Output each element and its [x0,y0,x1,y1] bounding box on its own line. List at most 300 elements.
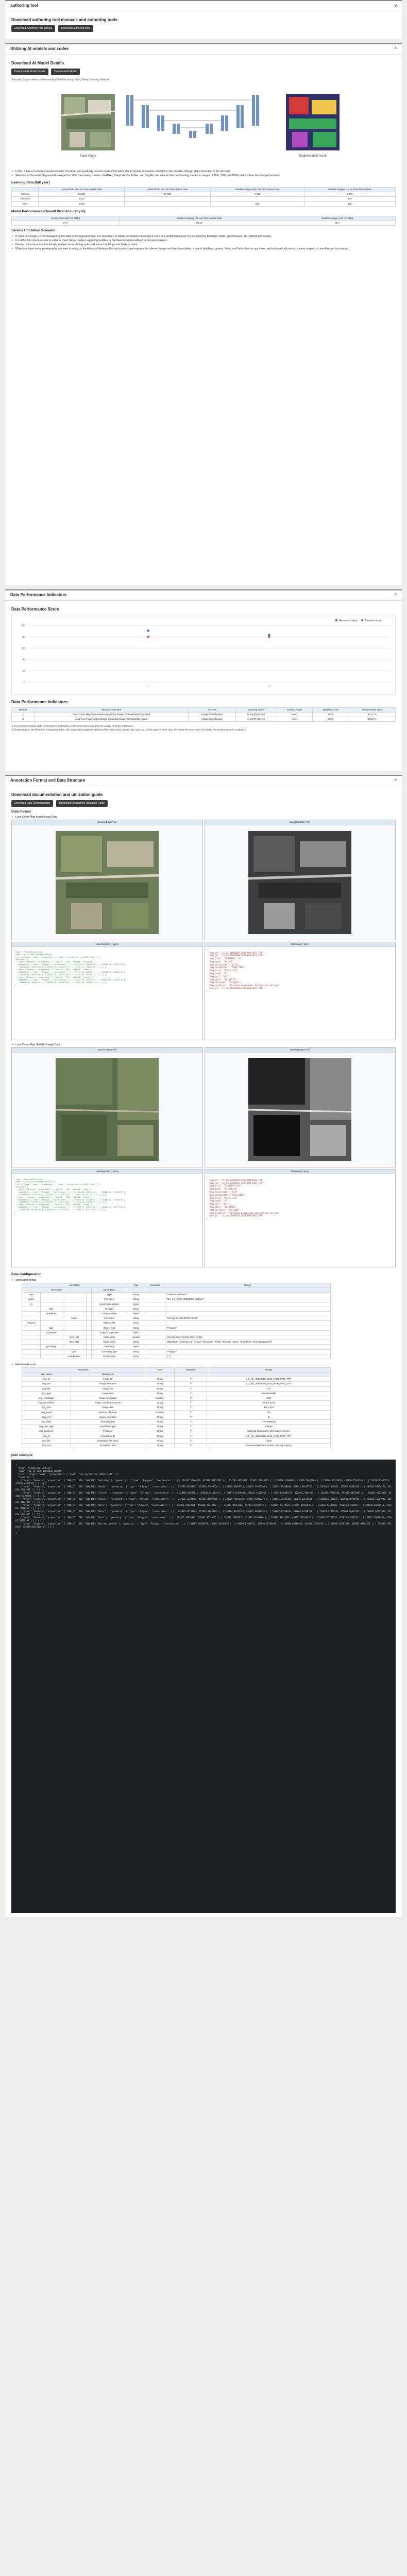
cell: Producer [71,1429,145,1434]
cell: string [127,1349,145,1354]
cell [145,1321,165,1326]
cell: 500 [210,201,304,206]
table-row [12,192,396,197]
cell: Image ID [71,1377,145,1382]
cell: properties [40,1330,62,1335]
cell: "FeatureCollection" [165,1293,330,1297]
cell [145,1349,165,1354]
cell: 100 [304,201,395,206]
cell [86,1335,92,1340]
cell: Image Classification [189,717,236,722]
aerial-source-card [11,820,203,940]
satellite-json-code: { "type": "FeatureCollection", "name": "LC_SA_2019_37605047_SATELLITE", "crs": { "type": "name", "properties": { "name": "urn:ogc:def:crs:EPSG::5186" } }, "features": [ { "type": "Feature", "properties": { "ANN_CD": "120", "ANN_NM": "Road" }, "geometry": { "type": "Polygon", "coordinates": [ [ [ 312045.80, 512744.12 ], [ 312052.31, 512748.07 ], [ 312058.66, 512741.90 ], [ 312051.74, 512737.23 ], [ 312045.80, 512744.12 ] ] ] } }, { "type": "Feature", "properties": { "ANN_CD": "220", "ANN_NM": "Field" }, "geometry": { "type": "Polygon", "coordinates": [ [ [ 312070.19, 512760.44 ], [ 312081.52, 512763.00 ], [ 312083.97, 512755.18 ], [ 312072.41, 512752.63 ], [ 312070.19, 512760.44 ] ] ] } }, { "type": "Feature", "properties": { "ANN_CD": "410", "ANN_NM": "Grass" }, "geometry": { "type": "Polygon", "coordinates": [ [ [ 312090.73, 512771.28 ], [ 312101.45, 512774.02 ], [ 312103.88, 512766.39 ], [ 312093.16, 512763.55 ], [ 312090.73, 512771.28 ] ] ] } } ] } [12,1174,202,1267]
table-row [22,1401,331,1405]
satellite-json-card [11,1169,203,1267]
cell [145,1316,165,1321]
cell: [*,*] [165,1354,330,1359]
table-header: Range [207,1367,331,1372]
cell: Number [145,1410,175,1415]
table-header: Description [71,1372,145,1377]
cell [145,1354,165,1359]
table-header-row [12,707,396,712]
table-header: Annotation [22,1283,127,1287]
annotation-rows [22,1293,331,1359]
table-row [22,1330,331,1335]
cell: Shooting date [71,1419,145,1424]
cell: name [62,1316,86,1321]
cell [40,1302,62,1307]
cell [145,1302,165,1307]
table-row [22,1443,331,1448]
cell [86,1312,92,1316]
table-row [12,717,396,722]
table-header: Type [145,1367,175,1372]
cell: String [145,1386,175,1391]
segmentation-output [286,94,340,150]
cell [86,1330,92,1335]
input-image-label: Input image [80,155,96,158]
ai-model-panel [5,43,402,585]
table-row [22,1326,331,1330]
cell: Crs type [92,1307,127,1311]
table-subheader-row [22,1288,331,1293]
data-point[interactable] [147,636,149,638]
cell: 80 % [312,712,349,717]
cell [165,1302,330,1307]
cell: 17,808 [125,192,211,197]
download-ai-model-button[interactable]: Download AI Model [51,69,79,75]
chevron-up-icon[interactable]: ^ [394,47,397,51]
cell [86,1321,92,1326]
cell: img_band [22,1410,71,1415]
table-row [22,1405,331,1410]
cell: array [127,1321,145,1326]
table-header: Annotation [22,1367,145,1372]
table-header: Aerial Photo (25 cm) Time Series Data [39,188,125,192]
table-header: Satellite Images (10 m) Time Series Data [304,188,395,192]
cell: Y [175,1425,207,1429]
cell [145,1307,165,1311]
cell [86,1326,92,1330]
cell: LC_AE_36803068_2018_KOR_0071_FTP [207,1377,331,1382]
cell: img_size [22,1405,71,1410]
data-format-label: Data Format [11,809,31,814]
table-header: Item name [22,1288,92,1293]
legend-baseline-swatch [361,619,363,621]
legend-measured-swatch [335,619,337,621]
data-point[interactable] [268,636,270,638]
cell: File name [92,1297,127,1302]
table-header: Type [127,1283,145,1287]
cell [62,1326,86,1330]
bullet-item: • When you input aerial photographs you want to analyze, the AI model deduces the land cover, superimposes the inferred image and river boundaries, extracts buildings, greens, fields, and fields that occupy rivers, and automatically extracts areas suspect of unauthorized occupation. [11,247,396,251]
cell: 2,523 [39,201,125,206]
cell: array [127,1354,145,1359]
y-tick-label: 0 [24,681,25,684]
cell: Objects list [92,1321,127,1326]
cell [145,1326,165,1330]
table-row [22,1349,331,1354]
cell: Crs name [92,1316,127,1321]
table-header: Range [165,1283,330,1287]
cell: String [145,1419,175,1424]
cell: object [127,1312,145,1316]
service-scenario-title: Service Utilization Scenario [11,228,56,232]
cell: Y [175,1391,207,1396]
performance-chart-svg [12,615,395,692]
learning-data-title: Learning Data (full year) [11,181,50,185]
table-row [22,1386,331,1391]
cell [145,1340,165,1345]
cell [86,1307,92,1311]
cell: String [145,1377,175,1382]
cell [86,1293,92,1297]
cell: img_type [22,1391,71,1396]
cell: img_file [22,1386,71,1391]
cell: img_resolution [22,1396,71,1401]
cell: {"Building", "Parking Lot", "Road", "Ravines", "Field", "Forest", "Bare", "Rice field", "Non-designated"} [165,1340,330,1345]
cell: geometry [40,1345,62,1349]
unet-diagram [11,84,396,167]
ai-model-header[interactable] [5,44,402,55]
cell: type [62,1349,86,1354]
cell: properties [40,1312,62,1316]
cell: EPSG:5186 [207,1401,331,1405]
cell: features [22,1321,41,1326]
cell: Validation [12,197,39,201]
cell: 85.7 [279,221,396,225]
cell: 512 x 512 [207,1405,331,1410]
cell [86,1297,92,1302]
table-row [12,712,396,717]
table-row [22,1419,331,1424]
cell [62,1321,86,1326]
cell: Object type [92,1326,127,1330]
ai-model-heading: Download AI Model Details [11,61,64,65]
cell: Image type [71,1391,145,1396]
cell [22,1330,41,1335]
cell [22,1316,41,1321]
table-row [22,1391,331,1396]
annotation-header[interactable] [5,776,402,786]
model-caption: Semantic Segmentation of Aeronautical Satellite Image Using Deep Learning Network [11,78,110,81]
authoring-subtitle: Download authoring tool manuals and authoring tools [11,18,117,22]
cell [125,201,211,206]
aerial-label-image [248,831,351,934]
table-header: Aerial Photo (25 cm) Time Series Data [125,188,211,192]
cell: String [145,1382,175,1386]
cell [86,1302,92,1307]
cell [145,1293,165,1297]
table-header-row [12,216,396,221]
cell: 90.77 % [349,712,395,717]
table-header: Aerial photos (25 cm) Tiff(d) [12,216,120,221]
y-tick-label: 40 [22,658,25,662]
table-row [22,1312,331,1316]
docs-heading: Download documentation and utilization guide [11,792,103,797]
satellite-label-image [248,1058,351,1161]
chevron-up-icon[interactable]: ^ [394,778,397,783]
performance-header[interactable] [5,590,402,601]
cell [62,1297,86,1302]
cell: 2,523 [39,197,125,201]
cell: 87.0 [12,221,120,225]
table-row [22,1396,331,1401]
cell: number [127,1335,145,1340]
table-header: Essential [175,1367,207,1372]
cell: string [127,1316,145,1321]
cell: type [22,1293,41,1297]
cell: type [40,1326,62,1330]
learning-data-table [11,187,396,207]
satellite-source-image [56,1058,159,1161]
section-title: Data Performance Indicators [10,592,66,598]
legend-measured-label: Measured value [339,619,358,622]
table-header: Surface Name [277,707,312,712]
satellite-meta-code: { "img_id": "LC_SA_37605047_2019_KOR_0102_FTP", "img_nm": "LC_SA_37605047_2019_KOR_0102_FTP", "img_file": "37605047.tif", "img_type": "satellite", "img_resolution": "0.5", "img_coordinate": "EPSG:5186", "img_size": "512 x 512", "img_band": "4", "img_ext": "tif", "img_date": "20190903", "img_ann_type": "polygon", "img_producer": "National Geographic Information Service", "ann_id": "LC_SA_37605047_2019_KOR_0102_FTP" } [205,1174,396,1267]
bullet-item: • Develop a function to automatically analyze aerial photographs and extract buildings and fields in rivers. [11,243,396,247]
cell [40,1354,62,1359]
cell: Image file [71,1386,145,1391]
bullet-item: • It is difficult to check on-site in order to check illegal matters regarding facilities or farmland occupied without permission in rivers. [11,239,396,243]
cell: coordinates [62,1354,86,1359]
cell: Image file name [71,1382,145,1386]
chevron-up-icon[interactable]: ^ [394,593,397,597]
meta-caption: Metadata (*.json) [205,942,396,947]
label-caption: Labeling Data (*.tif) [205,820,396,825]
json-example-label: json example [11,1453,33,1458]
table-header: Satellite Imagery (50 cm) Time Series Data [119,216,279,221]
download-guide-button[interactable]: Download Deployment Utilization Guide [56,800,108,807]
chevron-down-icon[interactable]: v [395,4,397,8]
aerial-section-title: • Land Cover Map Aerial Image Data [11,816,396,819]
cell: 1,592 [304,192,395,197]
cell: U-net (Res2 Net) [235,712,277,717]
cell: Class code [92,1335,127,1340]
cell [86,1349,92,1354]
table-row [22,1335,331,1340]
cell: Y [175,1377,207,1382]
cell: img_date [22,1419,71,1424]
cell: Image size [71,1405,145,1410]
table-row [22,1425,331,1429]
note-scroll: ※ If you have multiple data performance indicators, scroll over them to graph the values of those indicators. [11,725,134,728]
table-row [22,1345,331,1349]
cell: Land Cover Map Segmentation (Learning Image: Orthoaerial photograph) [35,712,189,717]
metadata-format-title: • Metadata Format [11,1363,396,1367]
cell: Image Classification [189,712,236,717]
section-title: Utilizing AI models and codes [10,46,69,52]
cell [22,1345,41,1349]
authoring-tool-panel [5,0,402,39]
service-bullets [11,235,396,251]
cell: Annotation ID [71,1434,145,1438]
authoring-tool-header[interactable] [5,1,402,11]
table-header: Essential [145,1283,165,1287]
satellite-label-card [205,1047,396,1167]
cell: ann_file [22,1438,71,1443]
aerial-json-card [11,942,203,1040]
cell: Y [175,1401,207,1405]
x-tick-label: 1 [147,684,149,688]
cell: Y [175,1382,207,1386]
table-subheader-row [22,1372,331,1377]
cell: img_producer [22,1429,71,1434]
cell [40,1297,62,1302]
indicators-heading: Data Performance Indicators [11,699,67,704]
cell: Training [12,192,39,197]
cell: Y [175,1429,207,1434]
cell: National Geographic Information Service [207,1429,331,1434]
cell [145,1335,165,1340]
cell: 83.10 % [349,717,395,722]
y-tick-label: 60 [22,647,25,650]
cell [40,1321,62,1326]
aerial-data-grid [11,820,396,1040]
cell: String [145,1405,175,1410]
annotation-format-table [22,1283,331,1359]
cell: string [127,1326,145,1330]
cell [165,1321,330,1326]
satellite-source-card [11,1047,203,1167]
y-tick-label: 100 [21,624,25,628]
download-manual-button[interactable]: Download Authoring Tool Manual [11,25,55,32]
cell: Annotation file name [71,1438,145,1443]
table-row [22,1382,331,1386]
table-header: Number [12,707,35,712]
performance-table [11,216,396,226]
annotation-panel [5,775,402,1917]
bullet-item: • U-Net: It has a U-shape encoder-decoder structure, and gradually restores more information due to spatial dimension reduction in the encoder through skip connection in the decoder. [11,170,396,174]
chart-legend [335,619,382,622]
source-caption: Source Data (*.tif) [12,1048,202,1053]
json-example-code: { "type": "FeatureCollection", "name": "BU_LC_2018_36803068_AERIAL", "crs": { "type": "name", "properties": { "name": "urn:ogc:def:crs:EPSG::5186" } }, "features": [ { "type": "Feature", "properties": { "ANN_CD": 110, "ANN_NM": "Building" }, "geometry": { "type": "Polygon", "coordinates": [ [ [ 234765.21046213, 452018.88317502 ], [ 234766.40231978, 452021.63045117 ], [ 234770.12008634, 452019.50426609 ], [ 234768.93122850, 452016.75204531 ], [ 234765.21046213, 452018.88317502 ] ] ] } }, { "type": "Feature", "properties": { "ANN_CD": 210, "ANN_NM": "Paddy" }, "geometry": { "type": "Polygon", "coordinates": [ [ [ 234781.05439172, 452030.17402236 ], [ 234790.44017215, 452032.29153308 ], [ 234792.81460028, 452024.06317716 ], [ 234783.37104501, 452021.88024129 ], [ 234781.05439172, 452030.17402236 ] ] ] } }, { "type": "Feature", "properties": { "ANN_CD": 310, "ANN_NM": "Forest" }, "geometry": { "type": "Polygon", "coordinates": [ [ [ 234801.66233011, 452040.93108746 ], [ 234812.02219638, 452043.41425013 ], [ 234814.58460771, 452035.27001937 ], [ 234803.97015524, 452032.60332491 ], [ 234801.66233011, 452040.93108746 ] ] ] } }, { "type": "Feature", "properties": { "ANN_CD": 410, "ANN_NM": "Grass" }, "geometry": { "type": "Polygon", "coordinates": [ [ [ 234820.11304982, 452051.44027365 ], [ 234829.70651439, 452053.98016272 ], [ 234831.91207366, 452046.12630518 ], [ 234822.31862047, 452043.58741903 ], [ 234820.11304982, 452051.44027365 ] ] ] } }, { "type": "Feature", "properties": { "ANN_CD": 510, "ANN_NM": "Bare" }, "geometry": { "type": "Polygon", "coordinates": [ [ [ 234838.44020516, 452060.73318452 ], [ 234847.09351266, 452063.01542718 ], [ 234849.22770633, 452055.40163025 ], [ 234840.57442106, 452053.11932887 ], [ 234838.44020516, 452060.73318452 ] ] ] } }, { "type": "Feature", "properties": { "ANN_CD": 610, "ANN_NM": "Water" }, "geometry": { "type": "Polygon", "coordinates": [ [ [ 234855.02731845, 452070.18433021 ], [ 234864.81205137, 452072.66011384 ], [ 234867.15530912, 452064.47206219 ], [ 234857.37047330, 452061.99615473 ], [ 234855.02731845, 452070.18433021 ] ] ] } }, { "type": "Feature", "properties": { "ANN_CD": 710, "ANN_NM": "Road" }, "geometry": { "type": "Polygon", "coordinates": [ [ [ 234872.50918364, 452081.36529207 ], [ 234881.23607715, 452083.51203866 ], [ 234883.38451092, 452075.60128533 ], [ 234874.65766618, 452073.45443720 ], [ 234872.50918364, 452081.36529207 ] ] ] } }, { "type": "Feature", "properties": { "ANN_CD": 810, "ANN_NM": "Non-designated" }, "geometry": { "type": "Polygon", "coordinates": [ [ [ 234889.72630149, 452091.04317826 ], [ 234898.11054372, 452093.28760431 ], [ 234900.40619835, 452085.15294378 ], [ 234892.02201473, 452082.90861225 ], [ 234889.72630149, 452091.04317826 ] ] ] } } ] } [11,1460,396,1913]
cell: Image extension [71,1415,145,1419]
cell: Type [92,1293,127,1297]
table-header: Satellite Images (50 cm) Time Series Data [210,188,304,192]
cell: YYYYMMDD [207,1419,331,1424]
cell: 80 % [312,717,349,722]
cell [22,1354,41,1359]
cell [22,1349,41,1354]
cell [165,1307,330,1311]
note-range: ※ Depending on the AI model evaluation index, the range and judgment criteria of the measured values may vary, so, in the case of error rate, the lower the error rate, the better the performance is evaluated. [11,728,247,732]
cell [22,1335,41,1340]
performance-chart [11,615,396,694]
table-row [22,1434,331,1438]
cell: Geometry [92,1345,127,1349]
cell [40,1340,62,1345]
chart-title: Data Performance Score [11,607,59,612]
cell: U-net (Res2 Net) [235,717,277,722]
table-row [22,1316,331,1321]
cell: string [127,1297,145,1302]
cell: aerial/satellite [207,1391,331,1396]
cell: Class name [92,1340,127,1345]
cell [62,1330,86,1335]
table-header-row [12,188,396,192]
cell: ANN_CD [62,1335,86,1340]
table-header [12,188,39,192]
cell [62,1293,86,1297]
cell: string [127,1293,145,1297]
cell: img_nm [22,1382,71,1386]
table-header-row [22,1367,331,1372]
download-documentation-button[interactable]: Download Data Documentation [11,800,53,807]
cell: 7,040 [210,192,304,197]
authoring-tool-body [5,11,402,39]
table-row [22,1321,331,1326]
section-title: authoring tool [10,3,38,8]
cell [86,1354,92,1359]
source-caption: Source Data (*.tif) [12,820,202,825]
cell: img_coordinate [22,1401,71,1405]
cell: string [127,1340,145,1345]
cell: "urn:ogc:def:crs:EPSG::5186" [165,1316,330,1321]
table-header: Description [92,1288,127,1293]
cell: LC_AE_36803068_2018_KOR_0071_FTP [207,1434,331,1438]
performance-title: Model Performance (Overall Pixel Accuracy %) [11,209,86,213]
table-header: Measurement item [35,707,189,712]
cell [40,1335,62,1340]
cell: String [145,1425,175,1429]
cell: type [40,1307,62,1311]
table-header: Learning model [235,707,277,712]
cell [62,1307,86,1311]
cell: 3/4 [207,1410,331,1415]
cell [145,1345,165,1349]
satellite-data-grid [11,1047,396,1267]
table-row [22,1307,331,1311]
y-tick-label: 20 [22,669,25,673]
cell: Y [175,1405,207,1410]
cell: String [145,1429,175,1434]
table-row [12,221,396,225]
cell: object [127,1330,145,1335]
cell: Y [175,1410,207,1415]
cell [62,1345,86,1349]
cell: Annotation type [71,1425,145,1429]
cell: "Polygon" [165,1349,330,1354]
cell: String [145,1401,175,1405]
cell: crs [22,1302,41,1307]
cell: Y [175,1386,207,1391]
cell: 100 [304,197,395,201]
download-ai-details-button[interactable]: Download AI Model Details [11,69,48,75]
cell: 1 [12,712,35,717]
metadata-rows [22,1377,331,1448]
cell: name [22,1297,41,1302]
cell: String [145,1443,175,1448]
cell: *.tif [207,1386,331,1391]
cell: tif [207,1415,331,1419]
cell: Test [12,201,39,206]
cell: Coordinates [92,1354,127,1359]
cell [22,1326,41,1330]
cell: Y [175,1443,207,1448]
table-row [22,1429,331,1434]
cell: String [145,1434,175,1438]
data-point[interactable] [147,630,149,632]
performance-body [5,601,402,771]
download-tool-button[interactable]: Download authoring tools [58,25,93,32]
cell: 13,632 [39,192,125,197]
table-row [22,1340,331,1345]
aerial-meta-code: { "img_id": "LC_AE_36803068_2018_KOR_0071_FTP", "img_nm": "LC_AE_36803068_2018_KOR_0071_FTP", "img_file": "36803068.tif", "img_type": "aerial", "img_resolution": "0.25", "img_coordinate": "EPSG:5186", "img_size": "512 x 512", "img_band": "3", "img_ext": "tif", "img_date": "20180712", "img_ann_type": "polygon", "img_producer": "National Geographic Information Service", "ann_id": "LC_AE_36803068_2018_KOR_0071_FTP" } [205,947,396,1040]
cell: Land Cover Map Segmentation (Learning Image: Orthosatellite image) [35,717,189,722]
performance-panel [5,589,402,771]
table-header: Satellite Imagery (10 m) Tiff(d) [279,216,396,221]
